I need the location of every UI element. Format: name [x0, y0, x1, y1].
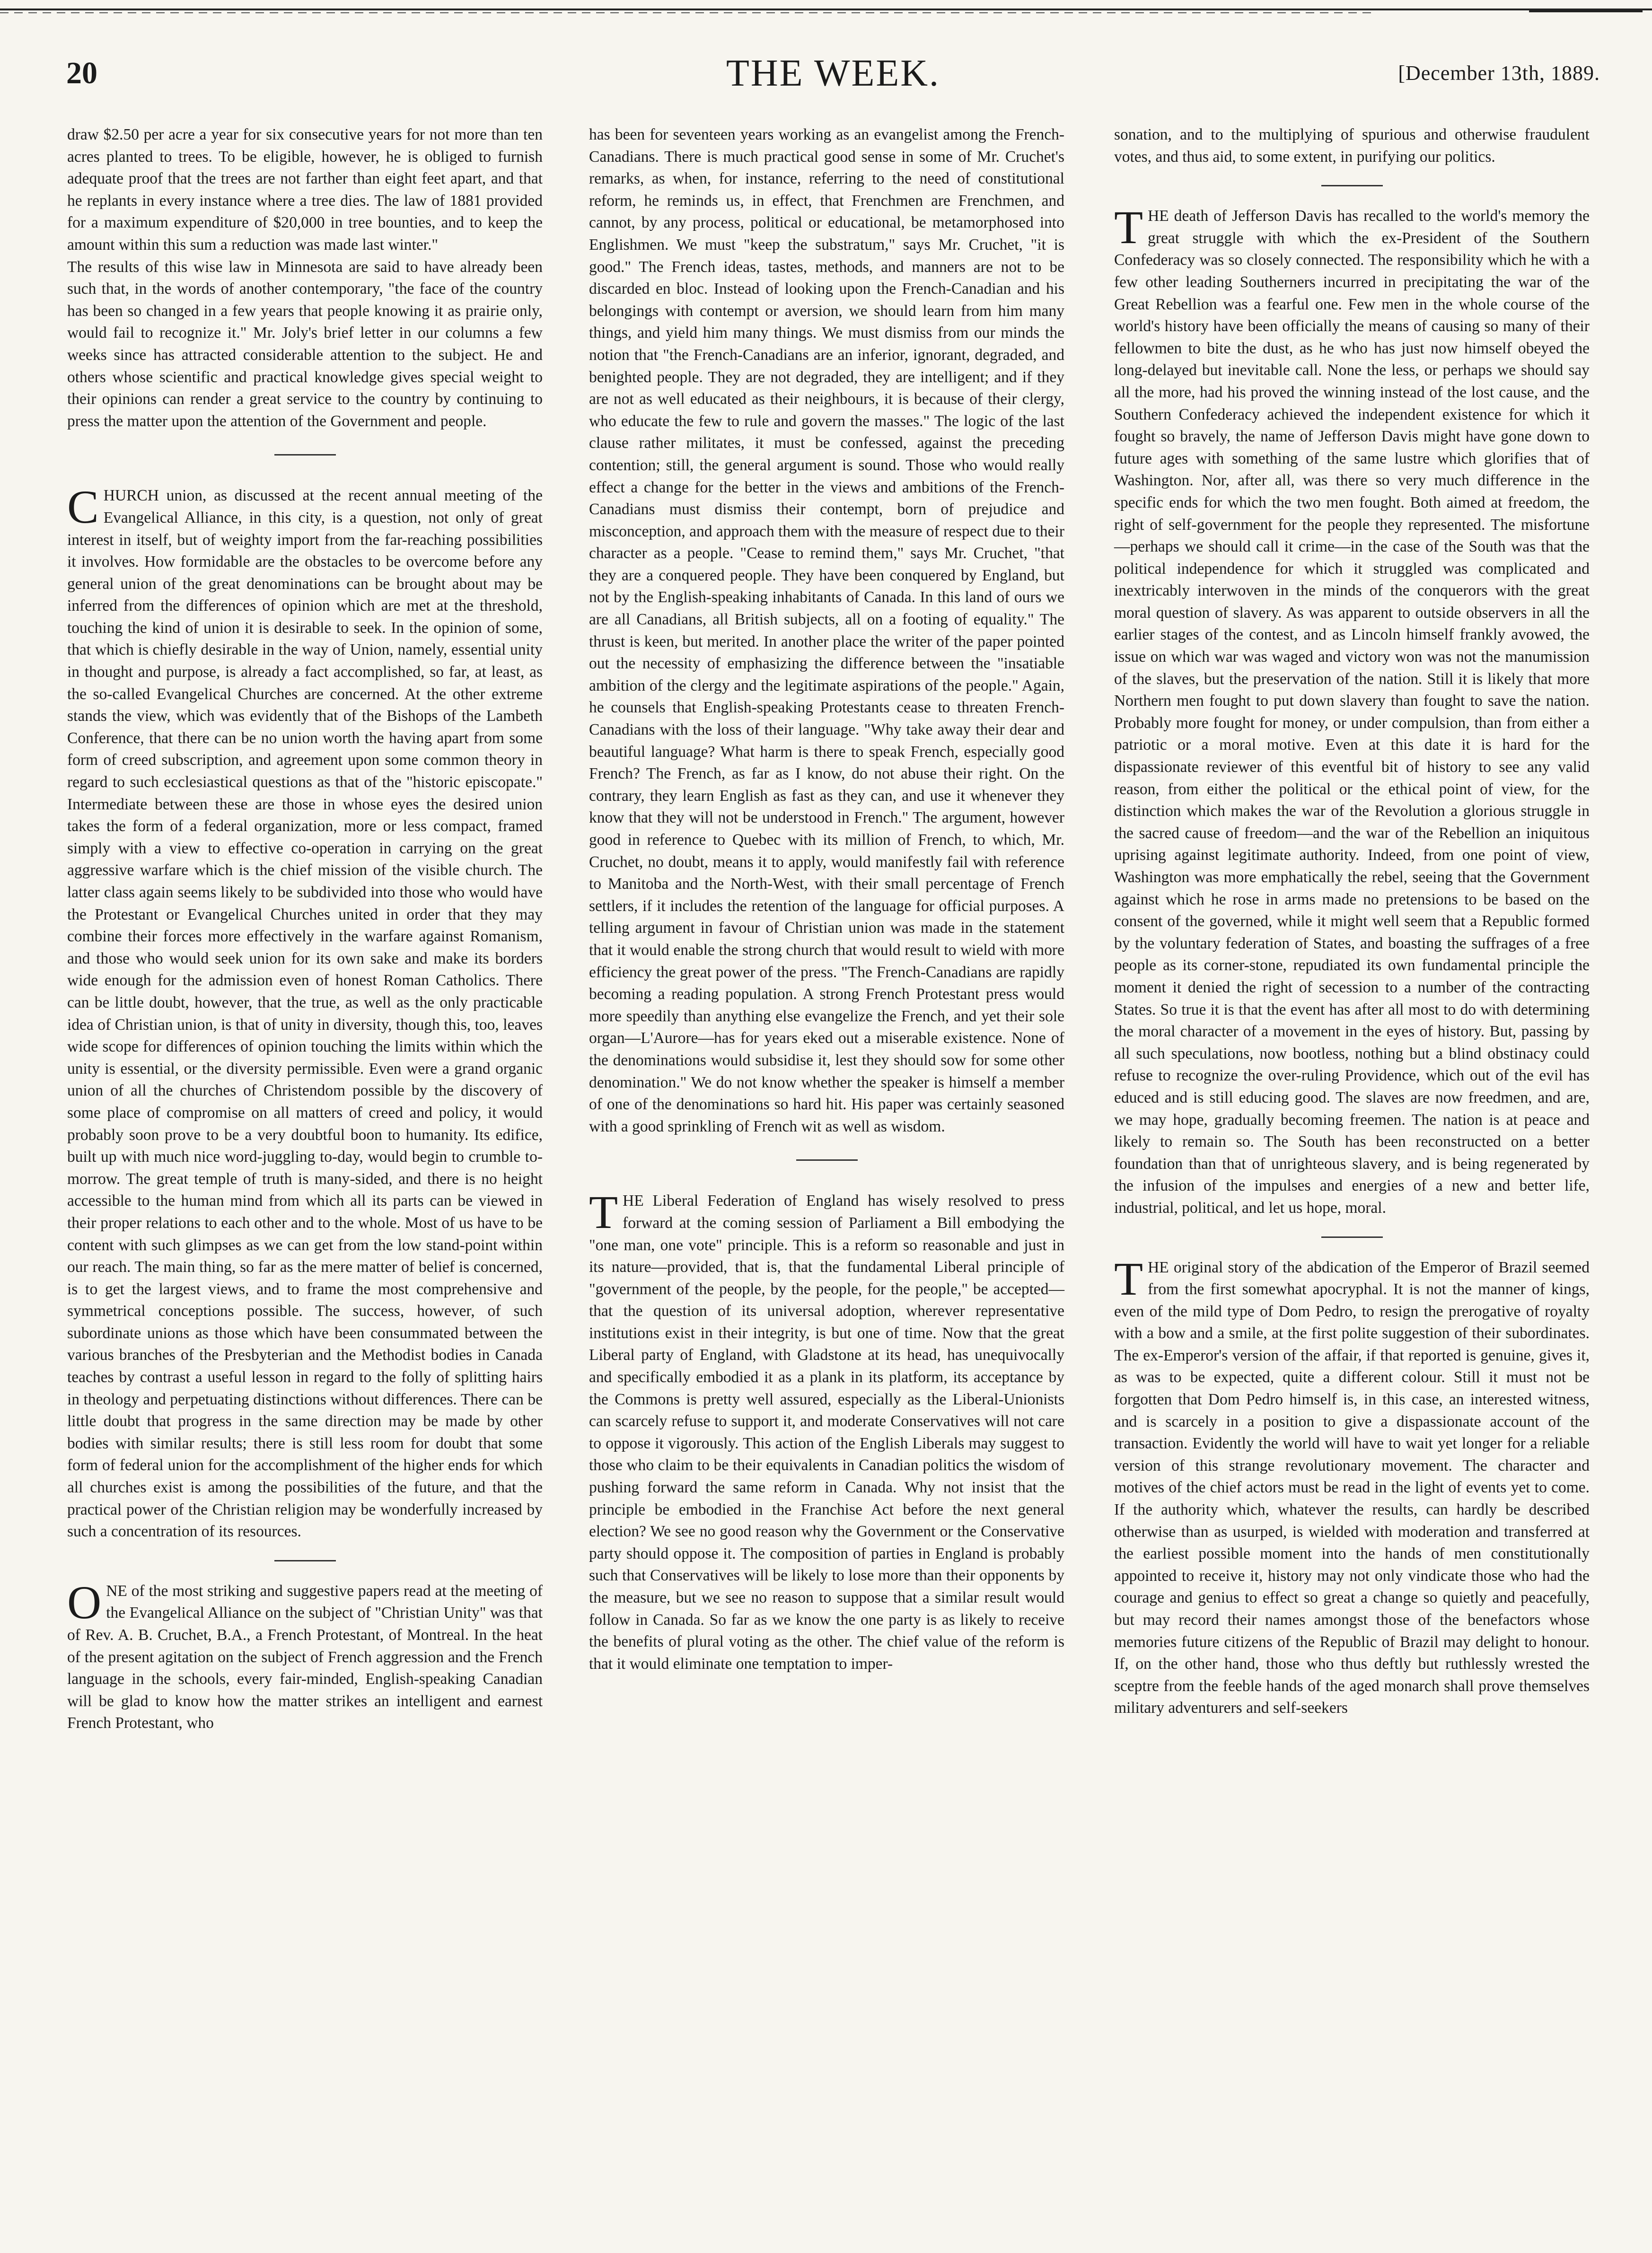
top-rule-dashed: [0, 12, 1372, 13]
section-divider: [274, 1560, 336, 1561]
article-church-union: [67, 481, 543, 1543]
journal-title: THE WEEK.: [726, 53, 940, 94]
paragraph: has been for seventeen years working as an evangelist among the French-Canadians. There is much practical good sense in some of Mr. Cruchet's remarks, as when, for instance, referring to the need of constitutional reform, he reminds us, in effect, that Frenchmen are Frenchmen, and cannot, by any process, political or educational, be metamorphosed into Englishmen. We must "keep the substratum," says Mr. Cruchet, "it is good." The French ideas, tastes, methods, and manners are not to be discarded en bloc. Instead of looking upon the French-Canadian and his belongings with contempt or aversion, we should learn from him many things, and yield him many things. We must dismiss from our minds the notion that "the French-Canadians are an inferior, ignorant, degraded, and benighted people. They are not degraded, they are intelligent; and if they are not as well educated as their neighbours, it is because of their clergy, who educate the few to rule and govern the masses." The logic of the last clause rather militates, it must be confessed, against the preceding contention; still, the general argument is sound. Those who would really effect a change for the better in the views and ambitions of the French-Canadians must dismiss their contempt, born of prejudice and misconception, and approach them with the measure of respect due to their character as a people. "Cease to remind them," says Mr. Cruchet, "that they are a conquered people. They have been conquered by England, but not by the English-speaking inhabitants of Canada. In this land of ours we are all Canadians, all British subjects, all on a footing of equality." The thrust is keen, but merited. In another place the writer of the paper pointed out the necessity of emphasizing the difference between the "insatiable ambition of the clergy and the legitimate aspirations of the people." Again, he counsels that English-speaking Protestants cease to threaten French-Canadians with the loss of their language. "Why take away their dear and beautiful language? What harm is there to speak French, especially good French? The French, as far as I know, do not abuse their right. On the contrary, they learn English as fast as they can, and use it whenever they know that they will not be understood in French." The argument, however good in reference to Quebec with its million of French, to which, Mr. Cruchet, no doubt, means it to apply, would manifestly fail with reference to Manitoba and the North-West, with their small percentage of French settlers, if it includes the retention of the language for official purposes. A telling argument in favour of Christian union was made in the statement that it would enable the strong church that would result to wield with more efficiency the great power of the press. "The French-Canadians are rapidly becoming a reading population. A strong French Protestant press would more speedily than anything else evangelize the French, and yet their sole organ—L'Aurore—has for years eked out a miserable existence. None of the denominations would subsidise it, lest they should sow for some other denomination." We do not know whether the speaker is himself a member of one of the denominations so hard hit. His paper was certainly seasoned with a good sprinkling of French wit as well as wisdom.: [589, 126, 1064, 1135]
paragraph: sonation, and to the multiplying of spurious and otherwise fraudulent votes, and thus aid, to some extent, in purifying our politics.: [1114, 126, 1590, 166]
paragraph-text: HE Liberal Federation of England has wisely resolved to press forward at the coming session of Parliament a Bill embodying the "one man, one vote" principle. This is a reform so reasonable and just in its nature—provided, that is, that the fundamental Liberal principle of "government of the people, by the people, for the people," be accepted—that the question of its universal adoption, wherever representative institutions exist in their integrity, is but one of time. Now that the great Liberal party of England, with Gladstone at its head, has unequivocally and specifically embodied it as a plank in its platform, its acceptance by the Commons is pretty well assured, especially as the Liberal-Unionists can scarcely refuse to support it, and moderate Conservatives will not care to oppose it vigorously. This action of the English Liberals may suggest to those who claim to be their equivalents in Canadian politics the wisdom of pushing forward the same reform in Canada. Why not insist that the principle be embodied in the Franchise Act before the next general election? We see no good reason why the Government or the Conservative party should oppose it. The composition of parties in England is probably such that Conservatives will be likely to lose more than their opponents by the measure, but we see no reason to suppose that a similar result would follow in Canada. So far as we know the one party is as likely to receive the benefits of plural voting as the other. The chief value of the reform is that it would eliminate one temptation to imper-: [589, 1192, 1064, 1673]
drop-cap: T: [589, 1186, 618, 1239]
column-3: [1114, 124, 1590, 1719]
drop-cap: T: [1114, 201, 1143, 254]
article-jefferson-davis: [1114, 201, 1590, 1219]
section-divider: [1321, 185, 1383, 186]
column-2: [589, 124, 1064, 1675]
corner-ink-mark: [1529, 5, 1643, 19]
column-1: [67, 124, 543, 1735]
paragraph-text: HURCH union, as discussed at the recent annual meeting of the Evangelical Alliance, in this city, is a question, not only of great interest in itself, but of weighty import from the far-reaching possibilities it involves. How formidable are the obstacles to be overcome before any general union of the great denominations can be brought about may be inferred from the differences of opinion which are met at the threshold, touching the kind of union it is desirable to seek. In the opinion of some, that which is chiefly desirable in the way of Union, namely, essential unity in thought and purpose, is already a fact accomplished, so far, at least, as the so-called Evangelical Churches are concerned. At the other extreme stands the view, which was evidently that of the Bishops of the Lambeth Conference, that there can be no union worth the having apart from some form of creed subscription, and agreement upon some common theory in regard to such ecclesiastical questions as that of the "historic episcopate." Intermediate between these are those in whose eyes the desired union takes the form of a federal organization, more or less compact, framed simply with a view to effective co-operation in carrying on the great aggressive warfare which is the chief mission of the visible church. The latter class again seems likely to be subdivided into those who would have the Protestant or Evangelical Churches united in order that they may combine their forces more effectively in the warfare against Romanism, and those who would seek union for its own sake and make its borders wide enough for the admission even of honest Roman Catholics. There can be little doubt, however, that the true, as well as the only practicable idea of Christian union, is that of unity in diversity, though this, too, leaves wide scope for differences of opinion touching the limits within which the unity is essential, or the diversity permissible. Even were a grand organic union of all the churches of Christendom possible by the discovery of some place of compromise on all matters of creed and policy, it would probably soon prove to be a very doubtful boon to humanity. Its edifice, built up with much nice word-juggling to-day, would begin to crumble to-morrow. The great temple of truth is many-sided, and there is no height accessible to the human mind from which all its parts can be viewed in their proper relations to each other and to the whole. Most of us have to be content with such glimpses as we can get from the low stand-point within our reach. The main thing, so far as the mere matter of belief is concerned, is to get the largest views, and to frame the most comprehensive and symmetrical conceptions possible. The success, however, of such subordinate unions as those which have been consummated between the various branches of the Presbyterian and the Methodist bodies in Canada teaches by contrast a useful lesson in regard to the folly of splitting hairs in theology and perpetuating distinctions without differences. There can be little doubt that progress in the same direction may be made by other bodies with similar results; there is still less room for doubt that some form of federal union for the accomplishment of the higher ends for which all churches exist is among the possibilities of the future, and that the practical power of the Christian religion may be wonderfully increased by such a concentration of its resources.: [67, 487, 543, 1541]
top-rule: [0, 9, 1652, 10]
paragraph-text: NE of the most striking and suggestive papers read at the meeting of the Evangelical Alliance on the subject of "Christian Unity" was that of Rev. A. B. Cruchet, B.A., a French Protestant, of Montreal. In the heat of the present agitation on the subject of French aggression and the French language in the schools, every fair-minded, English-speaking Canadian will be glad to know how the matter strikes an intelligent and earnest French Protestant, who: [67, 1582, 543, 1732]
page-number: 20: [66, 56, 97, 90]
paragraph-text: HE death of Jefferson Davis has recalled to the world's memory the great struggle with which the ex-President of the Southern Confederacy was so closely connected. The responsibility which he with a few other leading Southerners incurred in precipitating the war of the Great Rebellion was a fearful one. Few men in the whole course of the world's history have been officially the means of causing so many of their fellowmen to bite the dust, as he who has just now himself obeyed the long-delayed but inevitable call. None the less, or perhaps we should say all the more, had his proved the winning instead of the lost cause, and the Southern Confederacy achieved the independent existence for which it fought so bravely, the name of Jefferson Davis might have gone down to future ages with something of the same lustre which glorifies that of Washington. Nor, after all, was there so very much difference in the specific ends for which the two men fought. Both aimed at freedom, the right of self-government for the people they represented. The misfortune—perhaps we should call it crime—in the case of the South was that the political independence for which it struggled was complicated and inextricably interwoven in the minds of the conquerors with the great moral question of slavery. As was apparent to outside observers in all the earlier stages of the contest, and as Lincoln himself frankly avowed, the issue on which war was waged and victory won was not the manumission of the slaves, but the preservation of the nation. Still it is likely that more Northern men fought to put down slavery than fought to save the nation. Probably more fought for money, or under compulsion, than from either a patriotic or a moral motive. Even at this date it is hard for the dispassionate reviewer of this eventful bit of history to see any valid reason, from either the political or the ethical point of view, for the distinction which makes the war of the Revolution a glorious struggle in the sacred cause of freedom—and the war of the Rebellion an iniquitous uprising against legitimate authority. Indeed, from one point of view, Washington was more emphatically the rebel, seeing that the Government against which he rose in arms made no pretensions to be based on the consent of the governed, while it might well seem that a Republic formed by the voluntary federation of States, and boasting the suffrages of a free people as its corner-stone, repudiated its own fundamental principle the moment it denied the right of secession to a number of the contracting States. So true it is that the event has after all most to do with determining the moral character of a movement in the eyes of history. But, passing by all such speculations, now bootless, nothing but a blind obstinacy could refuse to recognize the over-ruling Providence, which out of the evil has educed and is still educing good. The slaves are now freedmen, and are, we may hope, gradually becoming freemen. The nation is at peace and likely to remain so. The South has been reconstructed on a better foundation than that of unrighteous slavery, and is being regenerated by the infusion of the impulses and energies of a new and better life, industrial, political, and let us hope, moral.: [1114, 207, 1590, 1217]
section-divider: [1321, 1236, 1383, 1238]
article-liberal-federation: [589, 1186, 1064, 1675]
paragraph: draw $2.50 per acre a year for six consecutive years for not more than ten acres planted to trees. To be eligible, however, he is obliged to furnish adequate proof that the trees are not farther than eight feet apart, and that he replants in every instance where a tree dies. The law of 1881 provided for a maximum expenditure of $20,000 in tree bounties, and to keep the amount within this sum a reduction was made last winter.": [67, 126, 543, 254]
drop-cap: O: [67, 1576, 102, 1629]
paragraph-text: HE original story of the abdication of the Emperor of Brazil seemed from the first somewhat apocryphal. It is not the manner of kings, even of the mild type of Dom Pedro, to resign the prerogative of royalty with a bow and a smile, at the first polite suggestion of their subordinates. The ex-Emperor's version of the affair, if that reported is genuine, gives it, as was to be expected, quite a different colour. Still it must not be forgotten that Dom Pedro himself is, in this case, an interested witness, and is scarcely in a position to give a dispassionate account of the transaction. Evidently the world will have to wait yet longer for a reliable version of this strange revolutionary movement. The character and motives of the chief actors must be read in the light of events yet to come. If the authority which, whatever the results, can hardly be described otherwise than as usurped, is wielded with moderation and transferred at the earliest possible moment into the hands of men constitutionally appointed to receive it, history may not only vindicate those who had the courage and genius to effect so great a change so quietly and peacefully, but may record their names amongst those of the benefactors whose memories future citizens of the Republic of Brazil may delight to honour. If, on the other hand, those who thus deftly but ruthlessly wrested the sceptre from the feeble hands of the aged monarch shall prove themselves military adventurers and self-seekers: [1114, 1258, 1590, 1717]
masthead: [66, 45, 1600, 102]
section-divider: [274, 454, 336, 456]
issue-date: [December 13th, 1889.: [1398, 61, 1600, 85]
section-divider: [796, 1159, 858, 1161]
drop-cap: C: [67, 481, 99, 534]
paragraph: The results of this wise law in Minnesota are said to have already been such that, in the words of another contemporary, "the face of the country has been so changed in a few years that people knowing it as prairie only, would fail to recognize it." Mr. Joly's brief letter in our columns a few weeks since has attracted considerable attention to the subject. He and others whose scientific and practical knowledge gives special weight to their opinions can render a great service to the country by continuing to press the matter upon the attention of the Government and people.: [67, 258, 543, 430]
article-emperor-brazil: [1114, 1252, 1590, 1719]
article-cruchet-paper: [67, 1576, 543, 1735]
drop-cap: T: [1114, 1252, 1143, 1305]
